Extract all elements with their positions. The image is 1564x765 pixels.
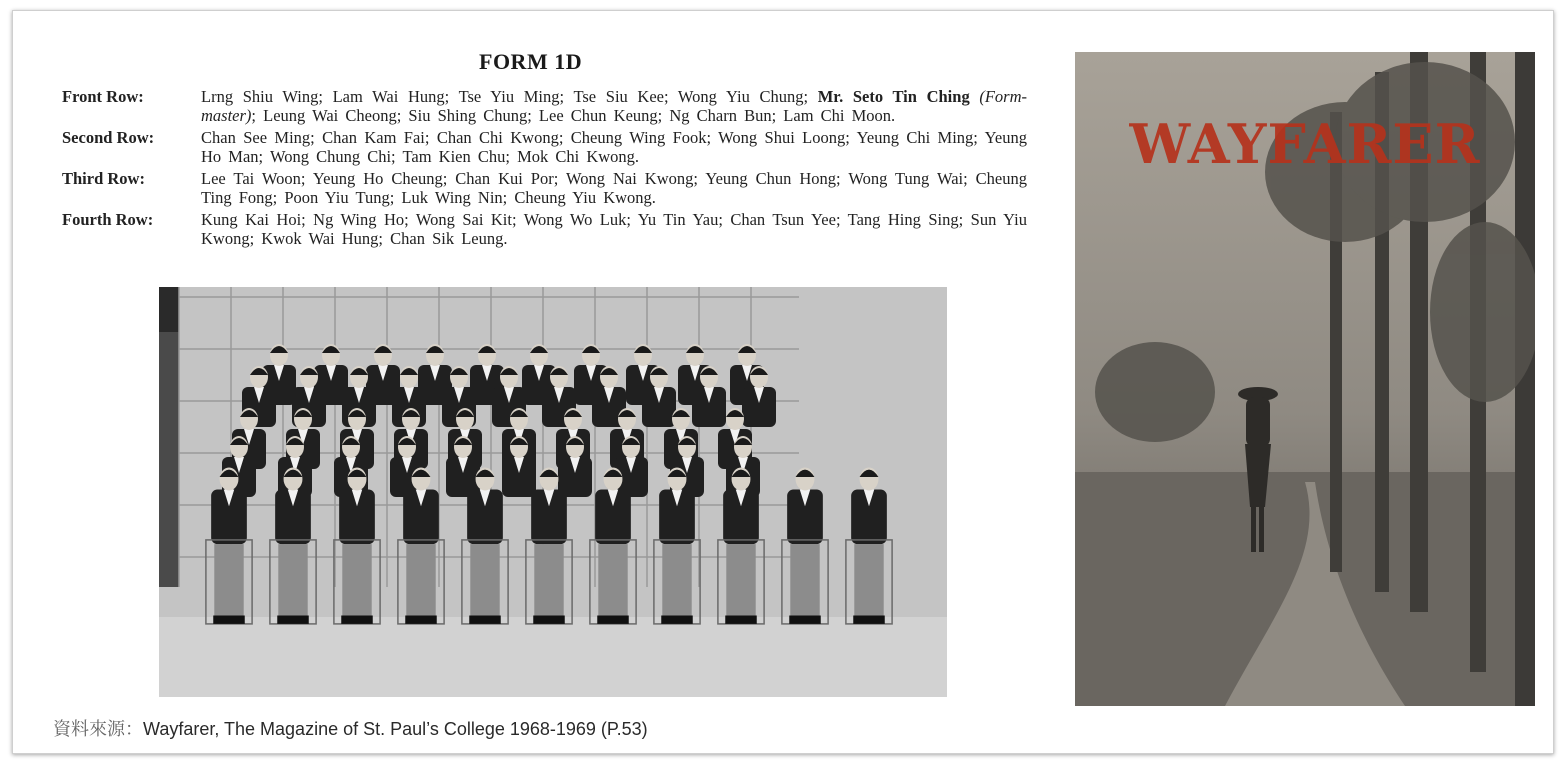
- magazine-cover: [1075, 52, 1535, 706]
- source-text: Wayfarer, The Magazine of St. Paul’s College 1968-1969 (P.53): [143, 719, 648, 739]
- page-title: FORM 1D: [479, 49, 583, 74]
- third-row: [62, 169, 1027, 207]
- names-after: ; Leung Wai Cheong; Siu Shing Chung; Lee Chun Keung; Ng Charn Bun; Lam Chi Moon.: [251, 106, 896, 125]
- row-names: Kung Kai Hoi; Ng Wing Ho; Wong Sai Kit; Wong Wo Luk; Yu Tin Yau; Chan Tsun Yee; Tang Hing Sing; Sun Yiu Kwong; Kwok Wai Hung; Chan Sik Leung.: [201, 210, 1027, 248]
- row-names: Lee Tai Woon; Yeung Ho Cheung; Chan Kui Por; Wong Nai Kwong; Yeung Chun Hong; Wong Tung Wai; Cheung Ting Fong; Poon Yiu Tung; Luk Wing Nin; Cheung Yiu Kwong.: [201, 169, 1027, 207]
- form-master-name: Mr. Seto Tin Ching: [817, 87, 970, 106]
- source-caption: [53, 715, 648, 741]
- row-label: Front Row:: [62, 87, 144, 106]
- class-photo-illustration: [159, 287, 947, 697]
- row-label: Fourth Row:: [62, 210, 154, 229]
- front-row: [62, 87, 1027, 125]
- source-prefix: 資料來源：: [53, 719, 143, 739]
- row-label: Second Row:: [62, 128, 155, 147]
- second-row: [62, 128, 1027, 166]
- row-names: [201, 87, 1027, 125]
- class-group-photo: [159, 287, 947, 697]
- row-label: Third Row:: [62, 169, 145, 188]
- row-names: Chan See Ming; Chan Kam Fai; Chan Chi Kwong; Cheung Wing Fook; Wong Shui Loong; Yeung Chi Ming; Yeung Ho Man; Wong Chung Chi; Tam Kien Chu; Mok Chi Kwong.: [201, 128, 1027, 166]
- name-list: [62, 87, 1027, 251]
- fourth-row: [62, 210, 1027, 248]
- cover-title: WAYFARER: [1129, 112, 1481, 176]
- form-master-role: (Form-master): [201, 87, 1028, 125]
- names-before: Lrng Shiu Wing; Lam Wai Hung; Tse Yiu Ming; Tse Siu Kee; Wong Yiu Chung;: [201, 87, 809, 106]
- document-page: [12, 10, 1554, 754]
